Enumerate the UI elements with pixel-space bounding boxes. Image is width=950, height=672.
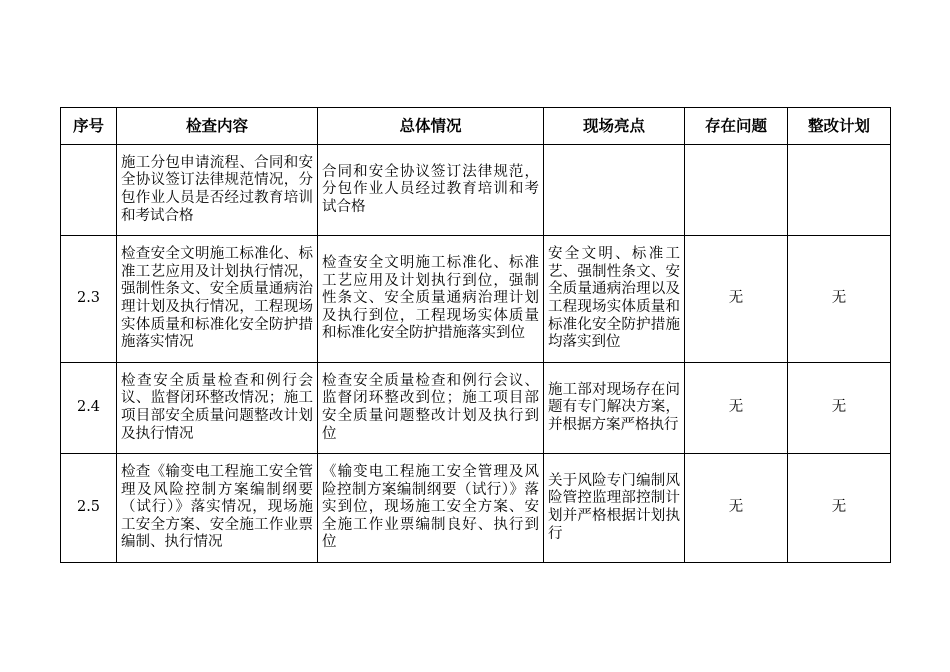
cell-issue: 无 — [685, 363, 788, 454]
cell-overall: 《输变电工程施工安全管理及风险控制方案编制纲要（试行）》落实到位，现场施工安全方案、安全施工作业票编制良好、执行到位 — [318, 454, 544, 563]
cell-overall: 合同和安全协议签订法律规范，分包作业人员经过教育培训和考试合格 — [318, 145, 544, 236]
cell-highlight: 关于风险专门编制风险管控监理部控制计划并严格根据计划执行 — [544, 454, 685, 563]
header-issue: 存在问题 — [685, 108, 788, 145]
table-row — [61, 236, 891, 363]
cell-issue — [685, 145, 788, 236]
header-num: 序号 — [61, 108, 117, 145]
header-highlight: 现场亮点 — [544, 108, 685, 145]
cell-overall: 检查安全文明施工标准化、标准工艺应用及计划执行到位，强制性条文、安全质量通病治理计划及执行到位，工程现场实体质量和标准化安全防护措施落实到位 — [318, 236, 544, 363]
cell-content: 检查安全质量检查和例行会议、监督闭环整改情况；施工项目部安全质量问题整改计划及执行情况 — [117, 363, 318, 454]
cell-issue: 无 — [685, 236, 788, 363]
cell-plan: 无 — [788, 236, 891, 363]
cell-num — [61, 145, 117, 236]
cell-content: 检查《输变电工程施工安全管理及风险控制方案编制纲要（试行）》落实情况，现场施工安全方案、安全施工作业票编制、执行情况 — [117, 454, 318, 563]
header-overall: 总体情况 — [318, 108, 544, 145]
cell-highlight: 施工部对现场存在问题有专门解决方案，并根据方案严格执行 — [544, 363, 685, 454]
header-content: 检查内容 — [117, 108, 318, 145]
table-row — [61, 363, 891, 454]
table-row — [61, 145, 891, 236]
cell-num: 2.4 — [61, 363, 117, 454]
cell-content: 检查安全文明施工标准化、标准工艺应用及计划执行情况，强制性条文、安全质量通病治理计划及执行情况，工程现场实体质量和标准化安全防护措施落实情况 — [117, 236, 318, 363]
cell-num: 2.3 — [61, 236, 117, 363]
inspection-table — [60, 107, 891, 563]
cell-num: 2.5 — [61, 454, 117, 563]
header-plan: 整改计划 — [788, 108, 891, 145]
table-row — [61, 454, 891, 563]
cell-content: 施工分包申请流程、合同和安全协议签订法律规范情况，分包作业人员是否经过教育培训和考试合格 — [117, 145, 318, 236]
cell-highlight: 安全文明、标准工艺、强制性条文、安全质量通病治理以及工程现场实体质量和标准化安全防护措施均落实到位 — [544, 236, 685, 363]
cell-plan: 无 — [788, 363, 891, 454]
table-header-row — [61, 108, 891, 145]
cell-highlight — [544, 145, 685, 236]
cell-overall: 检查安全质量检查和例行会议、监督闭环整改到位；施工项目部安全质量问题整改计划及执行到位 — [318, 363, 544, 454]
cell-plan: 无 — [788, 454, 891, 563]
cell-issue: 无 — [685, 454, 788, 563]
cell-plan — [788, 145, 891, 236]
